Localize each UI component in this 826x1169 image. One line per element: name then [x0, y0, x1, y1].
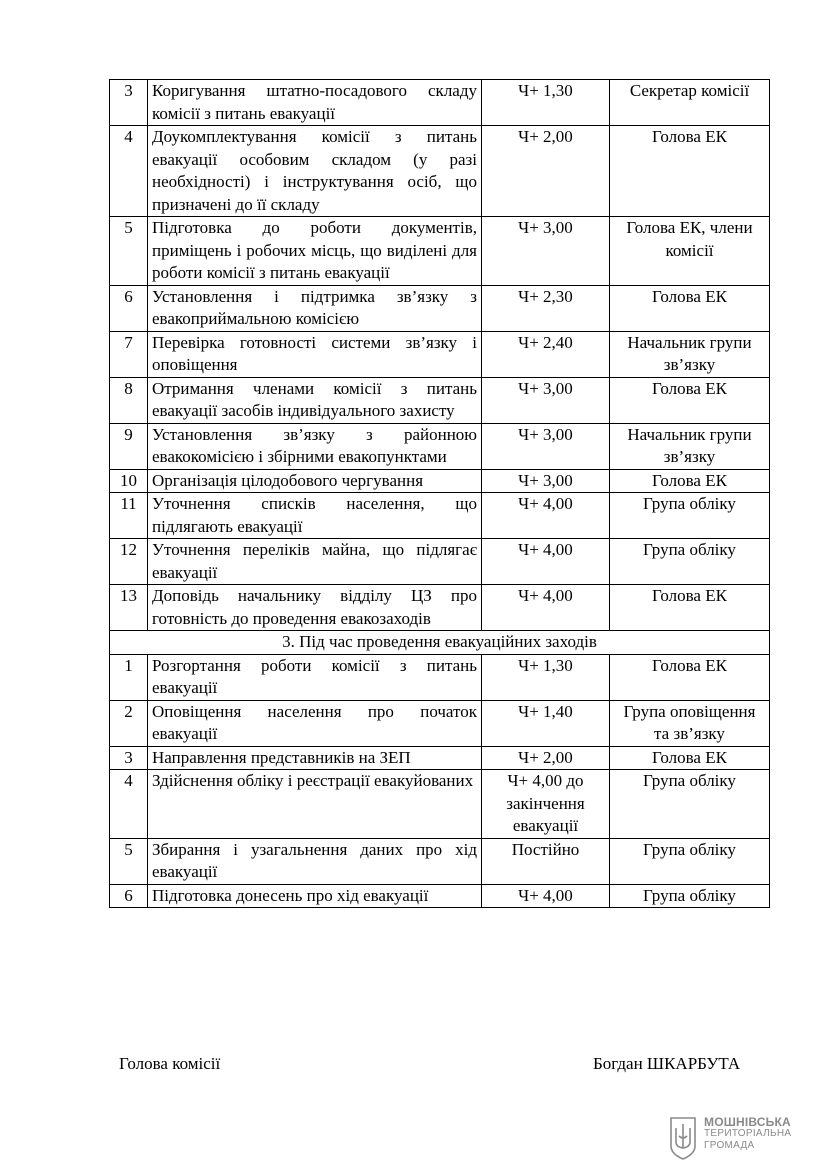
- time-cell: Ч+ 4,00: [482, 884, 610, 908]
- time-cell: Ч+ 2,30: [482, 285, 610, 331]
- task-cell: Розгортання роботи комісії з питань евакуації: [148, 654, 482, 700]
- time-cell: Ч+ 3,00: [482, 377, 610, 423]
- responsible-cell: Голова ЕК: [610, 746, 770, 770]
- table-row: [110, 423, 770, 469]
- trident-emblem-icon: [668, 1116, 698, 1160]
- task-cell: Установлення зв’язку з районною евакокомісією і збірними евакопунктами: [148, 423, 482, 469]
- row-number: 11: [110, 493, 148, 539]
- table-row: [110, 493, 770, 539]
- responsible-cell: Голова ЕК: [610, 585, 770, 631]
- row-number: 3: [110, 746, 148, 770]
- table-body-part-3: [110, 654, 770, 908]
- row-number: 3: [110, 80, 148, 126]
- table-row: [110, 126, 770, 217]
- row-number: 13: [110, 585, 148, 631]
- time-cell: Постійно: [482, 838, 610, 884]
- responsible-cell: Начальник групи зв’язку: [610, 423, 770, 469]
- logo-line-3: ГРОМАДА: [704, 1140, 755, 1151]
- table-row: [110, 539, 770, 585]
- time-cell: Ч+ 4,00: [482, 585, 610, 631]
- row-number: 5: [110, 838, 148, 884]
- section-title: 3. Під час проведення евакуаційних заходів: [110, 631, 770, 655]
- task-cell: Доукомплектування комісії з питань евакуації особовим складом (у разі необхідності) і інструктування осіб, що призначені до її складу: [148, 126, 482, 217]
- row-number: 4: [110, 126, 148, 217]
- task-cell: Здійснення обліку і реєстрації евакуйованих: [148, 770, 482, 839]
- time-cell: Ч+ 3,00: [482, 423, 610, 469]
- time-cell: Ч+ 2,00: [482, 126, 610, 217]
- row-number: 6: [110, 884, 148, 908]
- responsible-cell: Група обліку: [610, 493, 770, 539]
- row-number: 9: [110, 423, 148, 469]
- responsible-cell: Голова ЕК: [610, 126, 770, 217]
- task-cell: Оповіщення населення про початок евакуації: [148, 700, 482, 746]
- task-cell: Підготовка донесень про хід евакуації: [148, 884, 482, 908]
- time-cell: Ч+ 2,40: [482, 331, 610, 377]
- section-header-group: [110, 631, 770, 655]
- row-number: 7: [110, 331, 148, 377]
- time-cell: Ч+ 2,00: [482, 746, 610, 770]
- row-number: 10: [110, 469, 148, 493]
- table-row: [110, 770, 770, 839]
- task-cell: Доповідь начальнику відділу ЦЗ про готовність до проведення евакозаходів: [148, 585, 482, 631]
- responsible-cell: Секретар комісії: [610, 80, 770, 126]
- time-cell: Ч+ 1,40: [482, 700, 610, 746]
- community-logo: [668, 1115, 792, 1160]
- table-row: [110, 331, 770, 377]
- time-cell: Ч+ 1,30: [482, 654, 610, 700]
- task-cell: Коригування штатно-посадового складу комісії з питань евакуації: [148, 80, 482, 126]
- table-row: [110, 377, 770, 423]
- time-cell: Ч+ 4,00: [482, 493, 610, 539]
- row-number: 2: [110, 700, 148, 746]
- task-cell: Направлення представників на ЗЕП: [148, 746, 482, 770]
- row-number: 5: [110, 217, 148, 286]
- logo-text: [704, 1116, 791, 1152]
- evacuation-plan-table: [109, 79, 770, 908]
- responsible-cell: Група обліку: [610, 838, 770, 884]
- responsible-cell: Начальник групи зв’язку: [610, 331, 770, 377]
- task-cell: Уточнення списків населення, що підлягають евакуації: [148, 493, 482, 539]
- row-number: 4: [110, 770, 148, 839]
- table-row: [110, 884, 770, 908]
- time-cell: Ч+ 1,30: [482, 80, 610, 126]
- responsible-cell: Група оповіщення та зв’язку: [610, 700, 770, 746]
- table-row: [110, 700, 770, 746]
- time-cell: Ч+ 4,00: [482, 539, 610, 585]
- table-row: [110, 585, 770, 631]
- table-row: [110, 285, 770, 331]
- responsible-cell: Голова ЕК: [610, 654, 770, 700]
- responsible-cell: Група обліку: [610, 770, 770, 839]
- time-cell: Ч+ 4,00 до закінчення евакуації: [482, 770, 610, 839]
- responsible-cell: Група обліку: [610, 539, 770, 585]
- logo-line-2: ТЕРИТОРІАЛЬНА: [704, 1128, 792, 1139]
- table-row: [110, 654, 770, 700]
- responsible-cell: Голова ЕК: [610, 377, 770, 423]
- row-number: 6: [110, 285, 148, 331]
- responsible-cell: Група обліку: [610, 884, 770, 908]
- table-body-part-2: [110, 80, 770, 631]
- task-cell: Підготовка до роботи документів, приміщень і робочих місць, що виділені для роботи комісії з питань евакуації: [148, 217, 482, 286]
- task-cell: Уточнення переліків майна, що підлягає евакуації: [148, 539, 482, 585]
- table-row: [110, 80, 770, 126]
- table-row: [110, 217, 770, 286]
- table-row: [110, 838, 770, 884]
- responsible-cell: Голова ЕК: [610, 285, 770, 331]
- signature-position: Голова комісії: [119, 1054, 221, 1073]
- table-row: [110, 746, 770, 770]
- task-cell: Установлення і підтримка зв’язку з евакоприймальною комісією: [148, 285, 482, 331]
- time-cell: Ч+ 3,00: [482, 217, 610, 286]
- row-number: 12: [110, 539, 148, 585]
- task-cell: Збирання і узагальнення даних про хід евакуації: [148, 838, 482, 884]
- task-cell: Організація цілодобового чергування: [148, 469, 482, 493]
- responsible-cell: Голова ЕК: [610, 469, 770, 493]
- row-number: 8: [110, 377, 148, 423]
- row-number: 1: [110, 654, 148, 700]
- task-cell: Отримання членами комісії з питань евакуації засобів індивідуального захисту: [148, 377, 482, 423]
- task-cell: Перевірка готовності системи зв’язку і оповіщення: [148, 331, 482, 377]
- table-row: [110, 469, 770, 493]
- logo-line-1: МОШНІВСЬКА: [704, 1115, 791, 1129]
- responsible-cell: Голова ЕК, члени комісії: [610, 217, 770, 286]
- time-cell: Ч+ 3,00: [482, 469, 610, 493]
- signature-name: Богдан ШКАРБУТА: [593, 1054, 741, 1073]
- section-header-row: [110, 631, 770, 655]
